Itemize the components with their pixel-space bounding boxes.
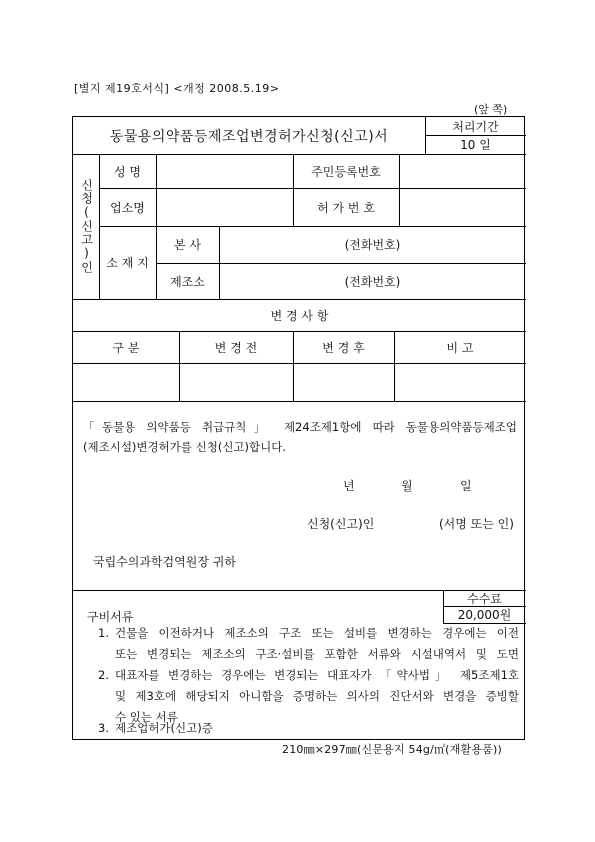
doc-item-2-line-1: 대표자를 변경하는 경우에는 변경되는 대표자가 「약사법」 제5조제1호 (115, 668, 519, 682)
factory-phone-hint: (전화번호) (344, 274, 401, 289)
head-office-address-field[interactable] (219, 226, 526, 263)
doc-item-3-number: 3. (98, 721, 109, 735)
form-title: 동물용의약품등제조업변경허가신청(신고)서 (109, 128, 389, 145)
changes-row-after-field[interactable] (293, 363, 394, 401)
applicant-section-label: 신청(신고)인 (79, 179, 94, 274)
changes-row-remarks-field[interactable] (394, 363, 526, 401)
application-form (72, 116, 525, 740)
processing-period-value: 10 일 (460, 138, 491, 152)
declaration-line-1: 「동물용 의약품등 취급규칙」 제24조제1항에 따라 동물용의약품등제조업 (83, 420, 517, 434)
doc-item-2-line-3: 수 있는 서류 (115, 710, 178, 724)
doc-item-2-number: 2. (98, 668, 109, 682)
business-name-field[interactable] (156, 188, 293, 226)
head-office-label: 본 사 (174, 238, 201, 252)
page-side-label: (앞 쪽) (474, 103, 508, 116)
factory-address-field[interactable] (219, 263, 526, 299)
changes-row-before-field[interactable] (179, 363, 293, 401)
signature-or-seal-label: (서명 또는 인) (439, 517, 514, 531)
license-number-label: 허 가 번 호 (317, 200, 375, 215)
doc-item-3-line-1: 제조업허가(신고)증 (115, 721, 213, 735)
declaration-line-2: (제조시설)변경허가를 신청(신고)합니다. (83, 440, 286, 454)
processing-period-label: 처리기간 (452, 119, 499, 134)
license-number-field[interactable] (399, 188, 526, 226)
changes-row-category-field[interactable] (73, 363, 179, 401)
resident-number-field[interactable] (399, 154, 526, 188)
name-label: 성 명 (114, 164, 141, 179)
changes-col-category: 구 분 (112, 340, 140, 355)
location-label: 소 재 지 (106, 256, 149, 270)
doc-item-1-line-1: 건물을 이전하거나 제조소의 구조 또는 설비를 변경하는 경우에는 이전 (115, 626, 519, 640)
doc-item-2-line-2: 및 제3호에 해당되지 아니함을 증명하는 의사의 진단서와 변경을 증빙할 (115, 689, 519, 703)
form-number: [별지 제19호서식] <개정 2008.5.19> (74, 82, 280, 95)
fee-label: 수수료 (467, 591, 502, 606)
changes-section-title: 변 경 사 항 (270, 308, 329, 323)
date-year-label: 년 (343, 479, 355, 493)
doc-item-1-line-2: 또는 변경되는 제조소의 구조·설비를 포함한 서류와 시설내역서 및 도면 (115, 647, 519, 661)
changes-col-after: 변 경 후 (322, 340, 365, 355)
doc-item-1-number: 1. (98, 626, 109, 640)
business-name-label: 업소명 (110, 200, 145, 215)
addressee: 국립수의과학검역원장 귀하 (93, 555, 236, 569)
date-day-label: 일 (460, 479, 472, 493)
resident-number-label: 주민등록번호 (311, 164, 381, 179)
fee-value: 20,000원 (457, 608, 512, 622)
applicant-signature-label: 신청(신고)인 (307, 517, 375, 531)
required-documents-title: 구비서류 (87, 610, 134, 624)
changes-col-before: 변 경 전 (214, 340, 258, 355)
paper-spec: 210㎜×297㎜(신문용지 54g/㎡(재활용품)) (282, 743, 502, 756)
date-month-label: 월 (401, 479, 413, 493)
factory-label: 제조소 (170, 274, 205, 289)
head-office-phone-hint: (전화번호) (344, 238, 401, 252)
name-field[interactable] (156, 154, 293, 188)
changes-col-remarks: 비 고 (446, 340, 474, 355)
